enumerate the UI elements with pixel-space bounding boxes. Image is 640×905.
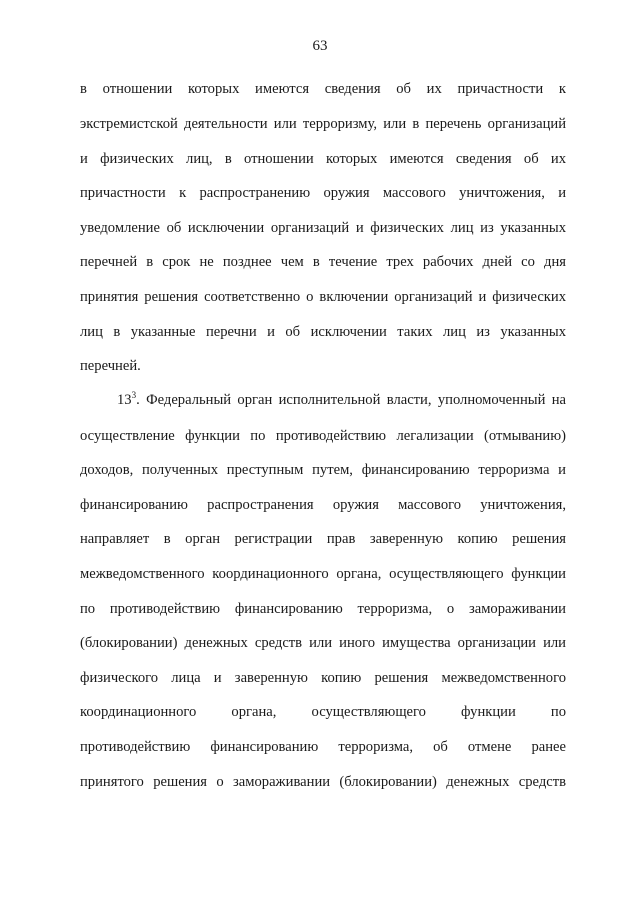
text-line: по противодействию финансированию терроризма, о замораживании <box>80 601 566 617</box>
text-line: экстремистской деятельности или терроризму, или в перечень организаций <box>80 116 566 132</box>
text-line: межведомственного координационного органа, осуществляющего функции <box>80 566 566 582</box>
text-line: принятого решения о замораживании (блокировании) денежных средств <box>80 774 566 790</box>
text-line: в отношении которых имеются сведения об их причастности к <box>80 81 566 97</box>
text-line: координационного органа, осуществляющего функции по <box>80 704 566 720</box>
text-line: перечней в срок не позднее чем в течение трех рабочих дней со дня <box>80 254 566 270</box>
text-line: принятия решения соответственно о включении организаций и физических <box>80 289 566 305</box>
text-line: доходов, полученных преступным путем, финансированию терроризма и <box>80 462 566 478</box>
text-line: противодействию финансированию терроризма, об отмене ранее <box>80 739 566 755</box>
text-line: уведомление об исключении организаций и физических лиц из указанных <box>80 220 566 236</box>
text-line: финансированию распространения оружия массового уничтожения, <box>80 497 566 513</box>
text-line: (блокировании) денежных средств или иного имущества организации или <box>80 635 566 651</box>
text-line: направляет в орган регистрации прав заверенную копию решения <box>80 531 566 547</box>
text-line: лиц в указанные перечни и об исключении таких лиц из указанных <box>80 324 566 340</box>
page-number: 63 <box>312 38 328 54</box>
paragraph-first-line <box>117 390 566 410</box>
text-line: осуществление функции по противодействию легализации (отмыванию) <box>80 428 566 444</box>
text-line: физического лица и заверенную копию решения межведомственного <box>80 670 566 686</box>
text-line: . Федеральный орган исполнительной власти, уполномоченный на <box>136 392 566 408</box>
text-line: и физических лиц, в отношении которых имеются сведения об их <box>80 151 566 167</box>
section-superscript: 3 <box>131 390 137 401</box>
text-line: причастности к распространению оружия массового уничтожения, и <box>80 185 566 201</box>
section-number: 13 <box>117 392 132 408</box>
text-line: перечней. <box>80 358 141 374</box>
